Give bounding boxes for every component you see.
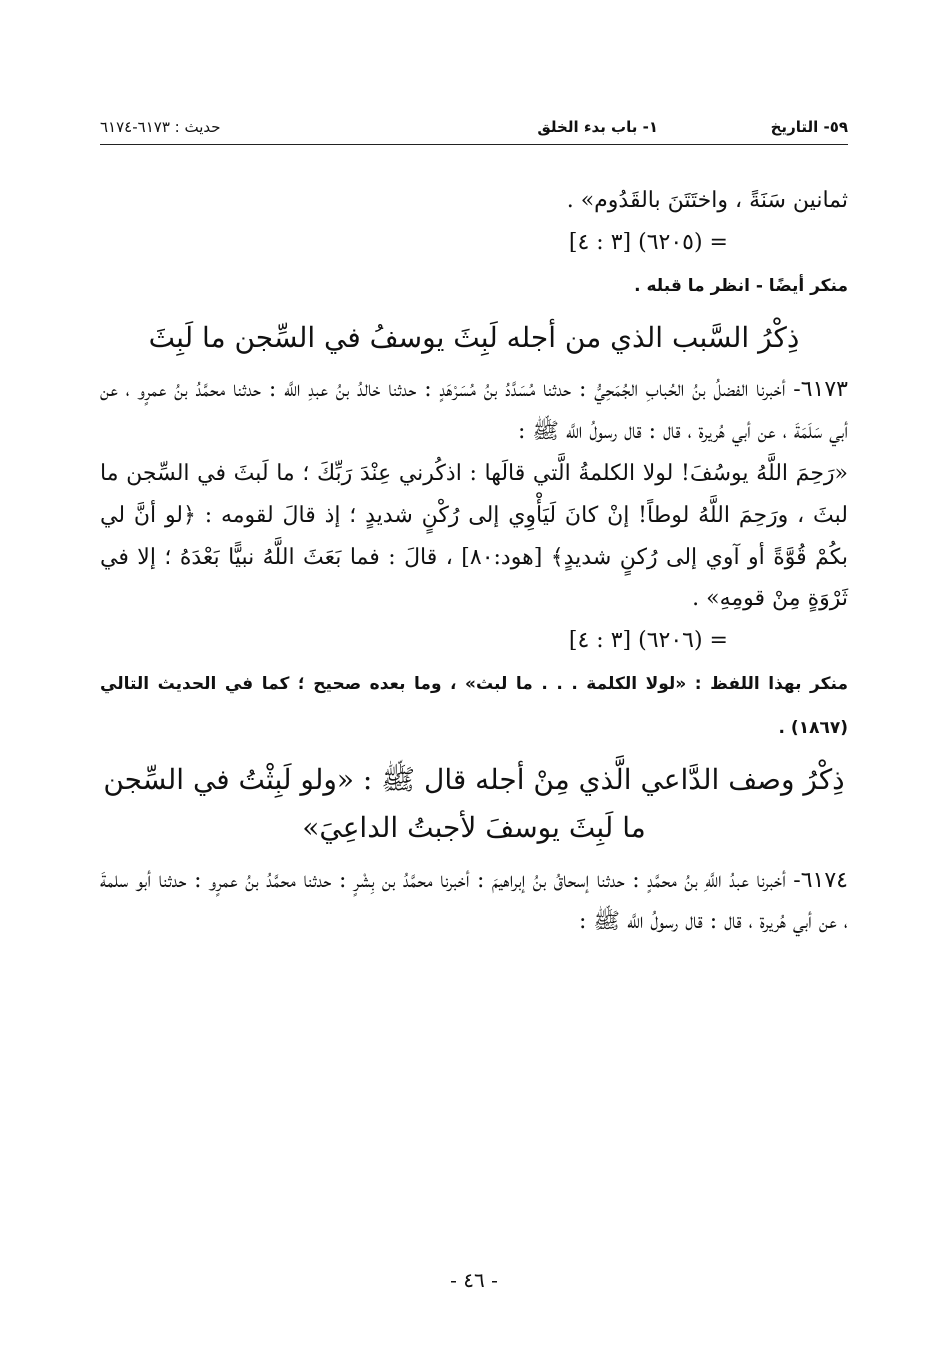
cross-reference: = (٦٢٠٥) [٣ : ٤]	[568, 229, 728, 255]
cross-reference: = (٦٢٠٦) [٣ : ٤]	[568, 628, 728, 654]
running-header	[100, 108, 848, 145]
section-title: ذِكْرُ وصف الدَّاعي الَّذي مِنْ أجله قال ﷺ : «ولو لَبِثْتُ في السِّجن ما لَبِثَ يوسفَ لأجبتُ الداعِيَ»	[103, 763, 845, 844]
hadith-grade: منكر بهذا اللفظ : «لولا الكلمة . . . ما لبث» ، وما بعده صحيح ؛ كما في الحديث التالي (١٨٦٧) .	[100, 673, 848, 739]
continued-text: ثمانين سَنَةً ، واختَتَنَ بالقَدُوم» .	[566, 188, 848, 213]
header-hadith-range: حديث : ٦١٧٣-٦١٧٤	[100, 118, 221, 136]
header-book-title: ٥٩- التاريخ	[770, 118, 848, 136]
hadith-matn: «رَحِمَ اللَّهُ يوسُفَ! لولا الكلمةُ الَّتي قالَها : اذكُرني عِنْدَ رَبِّكَ ؛ ما لَبثَ في السِّجن ما لبثَ ، ورَحِمَ اللَّهُ لوطاً! إنْ كانَ لَيَأْوِي إلى رُكْنٍ شديدٍ ؛ إذ قالَ لقومه : ﴿لو أنَّ لي بكُمْ قُوَّةً أو آوي إلى رُكنٍ شديدٍ﴾ [هود:٨٠] ، قالَ : فما بَعَثَ اللَّهُ نبيًّا بَعْدَهُ ؛ إلا في ثَرْوَةٍ مِنْ قومِهِ» .	[100, 460, 848, 612]
page-body	[100, 180, 848, 943]
section-title: ذِكْرُ السَّبب الذي من أجله لَبِثَ يوسفُ في السِّجن ما لَبِثَ	[148, 320, 800, 354]
hadith-isnad: ٦١٧٤- أخبرنا عبدُ اللَّهِ بنُ محمَّدٍ : حدثنا إسحاقُ بنُ إبراهيمَ : أخبرنا محمَّدُ بن بِشْرٍ : حدثنا محمَّدُ بنُ عمرٍو : حدثنا أبو سلمةَ ، عن أبي هُريرة ، قال : قال رسولُ اللَّه ﷺ :	[100, 867, 848, 935]
hadith-isnad: ٦١٧٣- أخبرنا الفضلُ بنُ الحُبابِ الجُمَحِيُّ : حدثنا مُسَدَّدُ بنُ مُسَرْهَدٍ : حدثنا خالدُ بنُ عبدِ اللَّه : حدثنا محمَّدُ بنُ عمرٍو ، عن أبي سَلَمَةَ ، عن أبي هُريرة ، قال : قال رسولُ اللَّه ﷺ :	[100, 377, 848, 445]
page-number: - ٤٦ -	[450, 1268, 498, 1292]
header-chapter-title: ١- باب بدء الخلق	[537, 118, 658, 136]
hadith-grade: منكر أيضًا - انظر ما قبله .	[634, 275, 848, 296]
